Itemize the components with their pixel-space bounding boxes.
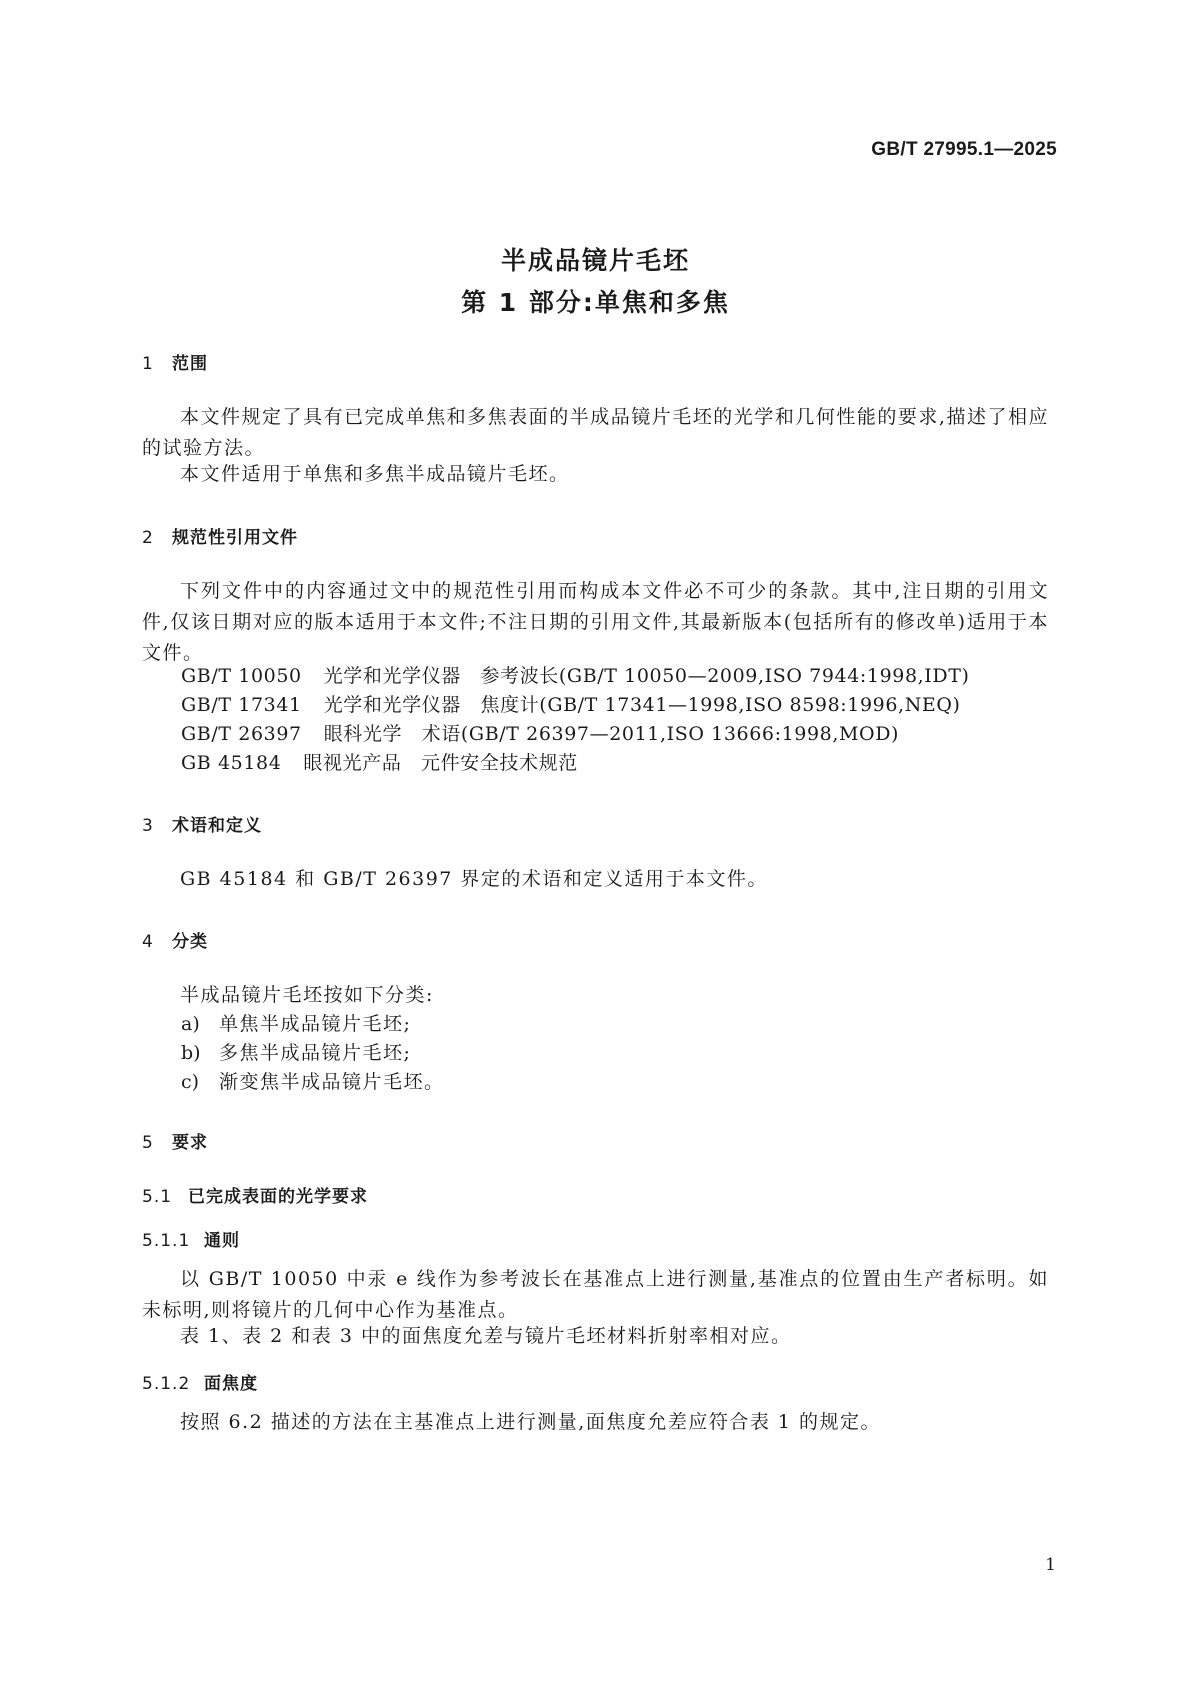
terms-paragraph: GB 45184 和 GB/T 26397 界定的术语和定义适用于本文件。: [180, 868, 768, 890]
section-number: 2: [142, 528, 154, 548]
reference-title: 眼视光产品 元件安全技术规范: [303, 752, 578, 774]
scope-paragraph-2: 本文件适用于单焦和多焦半成品镜片毛坯。: [180, 463, 570, 485]
list-text: 单焦半成品镜片毛坯;: [219, 1013, 412, 1035]
document-title: [0, 240, 1191, 324]
section-number: 5.1.1: [142, 1231, 191, 1251]
section-title: 已完成表面的光学要求: [188, 1187, 368, 1207]
section-number: 3: [142, 816, 154, 836]
section-number: 5.1.2: [142, 1374, 191, 1394]
section-title: 面焦度: [204, 1374, 258, 1394]
general-paragraph-1: 以 GB/T 10050 中汞 e 线作为参考波长在基准点上进行测量,基准点的位置由生产者标明。如未标明,则将镜片的几何中心作为基准点。: [142, 1268, 1049, 1321]
list-text: 多焦半成品镜片毛坯;: [219, 1042, 412, 1064]
reference-code: GB 45184: [181, 752, 282, 774]
references-intro-paragraph: 下列文件中的内容通过文中的规范性引用而构成本文件必不可少的条款。其中,注日期的引用文件,仅该日期对应的版本适用于本文件;不注日期的引用文件,其最新版本(包括所有的修改单)适用于本文件。: [142, 580, 1049, 664]
title-line-1: 半成品镜片毛坯: [500, 246, 690, 275]
section-title: 术语和定义: [172, 816, 262, 836]
section-title: 通则: [204, 1231, 240, 1251]
list-marker: a): [181, 1013, 200, 1035]
list-item: [181, 1067, 445, 1098]
title-line-2: 第 1 部分:单焦和多焦: [461, 288, 730, 317]
section-number: 4: [142, 932, 154, 952]
subsection-5-1-1-heading: [142, 1226, 240, 1251]
reference-item: [181, 661, 970, 692]
section-number: 5: [142, 1133, 154, 1153]
page-number: 1: [1045, 1555, 1056, 1575]
section-1-heading: [142, 349, 208, 374]
list-marker: b): [181, 1042, 201, 1064]
reference-item: [181, 748, 578, 779]
general-paragraph-2: 表 1、表 2 和表 3 中的面焦度允差与镜片毛坯材料折射率相对应。: [180, 1325, 792, 1347]
scope-paragraph-1: 本文件规定了具有已完成单焦和多焦表面的半成品镜片毛坯的光学和几何性能的要求,描述了相应的试验方法。: [142, 406, 1049, 459]
reference-title: 光学和光学仪器 焦度计(GB/T 17341—1998,ISO 8598:1996,NEQ): [323, 694, 961, 716]
reference-title: 光学和光学仪器 参考波长(GB/T 10050—2009,ISO 7944:1998,IDT): [323, 665, 970, 687]
list-text: 渐变焦半成品镜片毛坯。: [219, 1071, 445, 1093]
list-item: [181, 1009, 411, 1040]
reference-item: [181, 690, 961, 721]
list-marker: c): [181, 1071, 200, 1093]
section-2-heading: [142, 523, 298, 548]
section-number: 5.1: [142, 1187, 173, 1207]
section-3-heading: [142, 811, 262, 836]
reference-code: GB/T 10050: [181, 665, 302, 687]
section-5-heading: [142, 1128, 208, 1153]
section-title: 要求: [172, 1133, 208, 1153]
section-title: 规范性引用文件: [172, 528, 298, 548]
reference-item: [181, 719, 899, 750]
reference-title: 眼科光学 术语(GB/T 26397—2011,ISO 13666:1998,MOD): [323, 723, 900, 745]
classification-intro: 半成品镜片毛坯按如下分类:: [180, 984, 434, 1006]
reference-code: GB/T 26397: [181, 723, 302, 745]
section-title: 分类: [172, 932, 208, 952]
subsection-5-1-heading: [142, 1182, 368, 1207]
standard-number: GB/T 27995.1—2025: [871, 139, 1057, 160]
surface-power-paragraph: 按照 6.2 描述的方法在主基准点上进行测量,面焦度允差应符合表 1 的规定。: [180, 1411, 882, 1433]
section-title: 范围: [172, 354, 208, 374]
section-4-heading: [142, 927, 208, 952]
section-number: 1: [142, 354, 154, 374]
list-item: [181, 1038, 411, 1069]
reference-code: GB/T 17341: [181, 694, 302, 716]
subsection-5-1-2-heading: [142, 1369, 258, 1394]
